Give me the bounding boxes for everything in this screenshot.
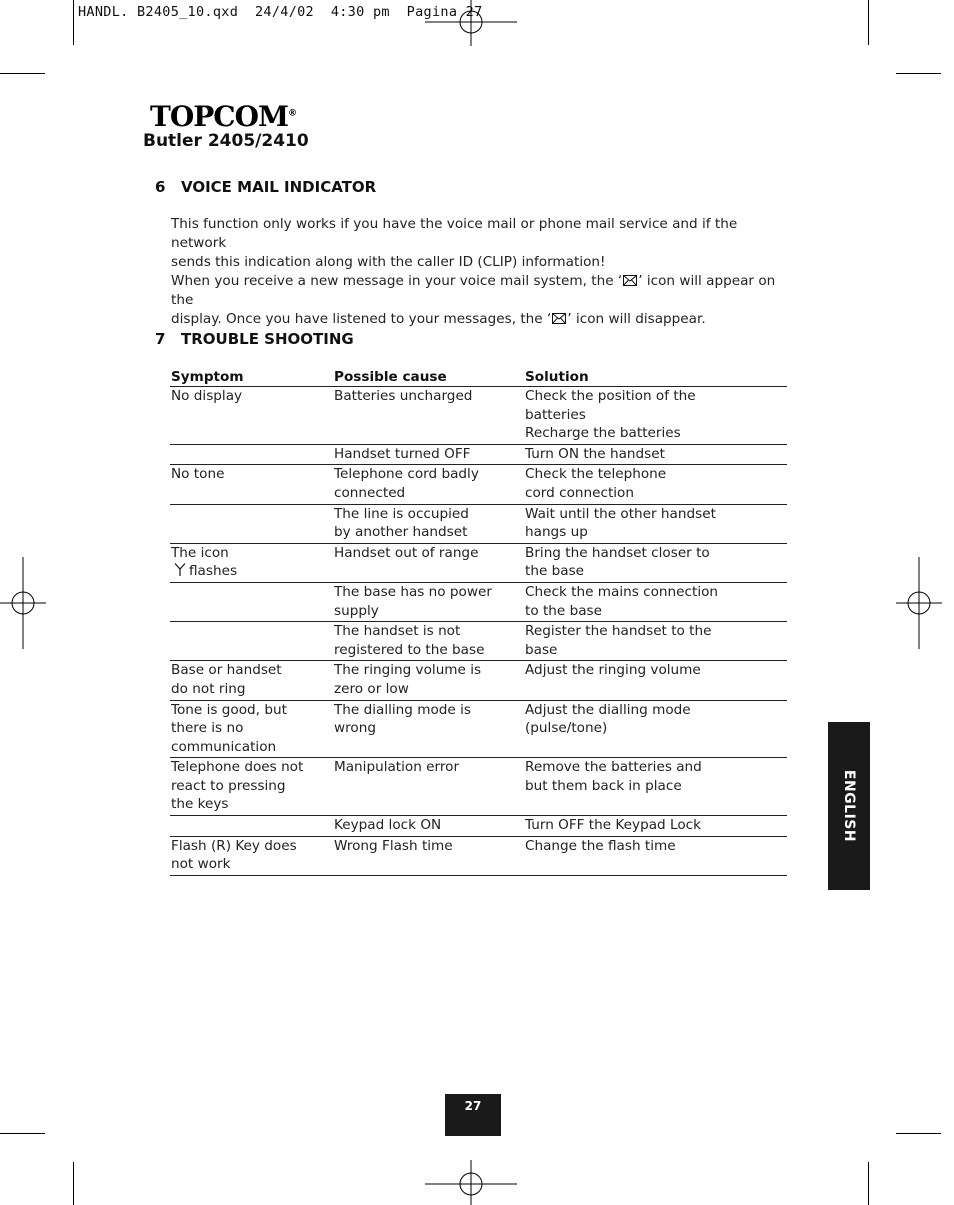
cause-line: The line is occupied — [334, 505, 469, 522]
solution-line: the base — [525, 563, 585, 580]
cause-line: Telephone cord badly — [334, 466, 479, 483]
voice-mail-description: This function only works if you have the voice mail or phone mail service and if the network sends this indication along with the caller ID (CLIP) information! When you receive a new message in your voice mail system, the ‘ ’ icon will appear on the display. Once you have listened to your messages, the ‘ ’ icon will disappear. — [171, 216, 776, 327]
crop-mark — [73, 1162, 74, 1205]
table-row — [170, 465, 787, 504]
crop-mark — [896, 73, 941, 74]
cell-symptom — [170, 816, 333, 837]
cell-symptom — [170, 444, 333, 465]
symptom-line — [171, 562, 333, 581]
cell-cause — [333, 836, 524, 875]
cell-symptom — [170, 661, 333, 700]
cell-cause — [333, 387, 524, 445]
cell-symptom — [170, 543, 333, 582]
cause-line: Keypad lock ON — [334, 817, 442, 834]
cell-cause — [333, 465, 524, 504]
table-row — [170, 816, 787, 837]
table-row — [170, 582, 787, 621]
cause-line: The dialling mode is — [334, 701, 471, 718]
cause-line: zero or low — [334, 680, 409, 697]
crop-mark — [0, 1133, 45, 1134]
cell-symptom — [170, 387, 333, 445]
language-tab: ENGLISH — [828, 722, 870, 890]
table-row — [170, 700, 787, 758]
cause-line: The base has no power — [334, 583, 492, 600]
solution-line: (pulse/tone) — [525, 720, 608, 737]
envelope-icon — [552, 313, 566, 324]
symptom-line: react to pressing — [171, 777, 286, 794]
solution-line: Bring the handset closer to — [525, 544, 710, 561]
crop-mark — [868, 0, 869, 45]
cell-cause — [333, 444, 524, 465]
table-row — [170, 543, 787, 582]
cell-cause — [333, 504, 524, 543]
cell-symptom — [170, 622, 333, 661]
cell-cause — [333, 582, 524, 621]
symptom-line: Telephone does not — [171, 759, 304, 776]
topcom-logo: TOPCOM® — [150, 100, 297, 133]
table-row — [170, 661, 787, 700]
symptom-line: The icon — [171, 544, 229, 561]
solution-line: Check the position of the — [525, 388, 696, 404]
cause-line: Batteries uncharged — [334, 388, 473, 404]
cell-cause — [333, 661, 524, 700]
cause-line: wrong — [334, 720, 376, 737]
cell-solution — [524, 836, 787, 875]
solution-line: Turn ON the handset — [525, 445, 665, 462]
envelope-icon — [623, 275, 637, 286]
symptom-text: flashes — [189, 563, 238, 580]
cell-cause — [333, 700, 524, 758]
page-number: 27 — [445, 1094, 501, 1136]
cell-cause — [333, 622, 524, 661]
cell-solution — [524, 816, 787, 837]
table-row — [170, 504, 787, 543]
solution-line: Turn OFF the Keypad Lock — [525, 817, 701, 834]
cell-symptom — [170, 700, 333, 758]
cause-line: Wrong Flash time — [334, 837, 453, 854]
solution-line: batteries — [525, 406, 586, 423]
registration-mark-left — [0, 557, 46, 649]
symptom-line: Base or handset — [171, 662, 282, 679]
cell-solution — [524, 465, 787, 504]
symptom-line: the keys — [171, 796, 229, 813]
crop-mark — [896, 1133, 941, 1134]
cell-solution — [524, 543, 787, 582]
solution-line: Register the handset to the — [525, 623, 712, 640]
cell-cause — [333, 816, 524, 837]
table-header-row — [170, 367, 787, 387]
cell-solution — [524, 582, 787, 621]
symptom-line: Tone is good, but — [171, 701, 287, 718]
cell-symptom — [170, 504, 333, 543]
column-header-cause: Possible cause — [333, 367, 524, 387]
solution-line: Recharge the batteries — [525, 425, 681, 442]
cause-line: Handset turned OFF — [334, 445, 471, 462]
cause-line: supply — [334, 602, 379, 619]
cell-cause — [333, 758, 524, 816]
table-row — [170, 622, 787, 661]
column-header-solution: Solution — [524, 367, 787, 387]
solution-line: base — [525, 641, 558, 658]
symptom-line: communication — [171, 738, 277, 755]
cell-symptom — [170, 465, 333, 504]
symptom-line: No tone — [171, 466, 225, 483]
table-body — [170, 387, 787, 876]
cell-solution — [524, 661, 787, 700]
cell-solution — [524, 504, 787, 543]
cell-cause — [333, 543, 524, 582]
solution-line: Wait until the other handset — [525, 505, 716, 522]
antenna-icon — [174, 563, 186, 576]
cell-solution — [524, 700, 787, 758]
solution-line: hangs up — [525, 524, 588, 541]
model-name: Butler 2405/2410 — [143, 131, 309, 151]
table-row — [170, 387, 787, 445]
cell-solution — [524, 758, 787, 816]
table-row — [170, 836, 787, 875]
solution-line: Check the mains connection — [525, 583, 719, 600]
registration-mark-top — [425, 0, 517, 46]
cause-line: The handset is not — [334, 623, 461, 640]
symptom-line: No display — [171, 388, 243, 404]
cell-symptom — [170, 582, 333, 621]
symptom-line: there is no — [171, 720, 244, 737]
column-header-symptom: Symptom — [170, 367, 333, 387]
cell-solution — [524, 444, 787, 465]
cause-line: The ringing volume is — [334, 662, 482, 679]
cause-line: by another handset — [334, 524, 468, 541]
table-row — [170, 444, 787, 465]
registration-mark-bottom — [425, 1160, 517, 1205]
solution-line: Remove the batteries and — [525, 759, 702, 776]
cell-symptom — [170, 836, 333, 875]
crop-mark — [0, 73, 45, 74]
solution-line: cord connection — [525, 484, 634, 501]
table-row — [170, 758, 787, 816]
crop-mark — [73, 0, 74, 45]
symptom-line: not work — [171, 856, 231, 873]
section-heading-voice-mail: 6 VOICE MAIL INDICATOR — [155, 178, 377, 196]
symptom-line: do not ring — [171, 680, 246, 697]
cause-line: connected — [334, 484, 406, 501]
symptom-line: Flash (R) Key does — [171, 837, 297, 854]
solution-line: Check the telephone — [525, 466, 667, 483]
solution-line: Adjust the dialling mode — [525, 701, 691, 718]
cause-line: Manipulation error — [334, 759, 460, 776]
cell-solution — [524, 622, 787, 661]
cause-line: registered to the base — [334, 641, 485, 658]
solution-line: Change the flash time — [525, 837, 676, 854]
section-heading-trouble-shooting: 7 TROUBLE SHOOTING — [155, 330, 354, 348]
solution-line: but them back in place — [525, 777, 682, 794]
cell-solution — [524, 387, 787, 445]
trouble-shooting-table — [170, 367, 787, 876]
cause-line: Handset out of range — [334, 544, 479, 561]
solution-line: Adjust the ringing volume — [525, 662, 701, 679]
solution-line: to the base — [525, 602, 603, 619]
cell-symptom — [170, 758, 333, 816]
crop-mark — [868, 1162, 869, 1205]
print-slug: HANDL. B2405_10.qxd 24/4/02 4:30 pm Pagina 27 — [78, 4, 483, 20]
registration-mark-right — [896, 557, 942, 649]
